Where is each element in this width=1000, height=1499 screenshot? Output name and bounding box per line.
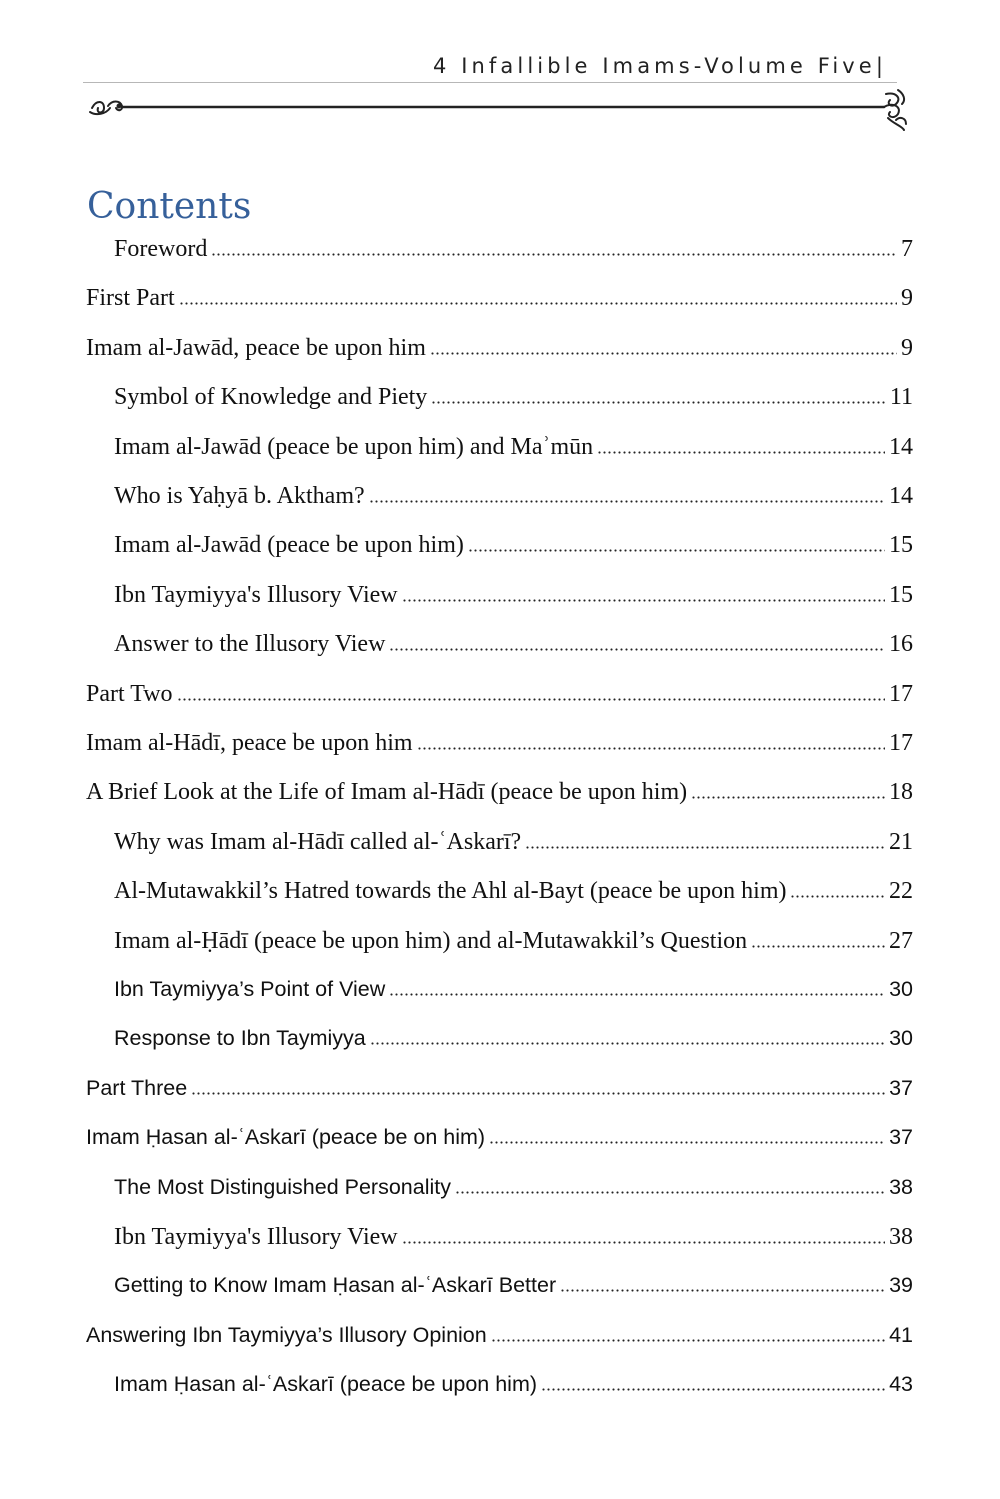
toc-entry-title: Part Three	[86, 1075, 188, 1100]
dot-leader	[491, 1339, 885, 1342]
dot-leader	[468, 549, 885, 552]
toc-entry[interactable]	[114, 236, 913, 263]
toc-entry-title: Imam al-Hādī, peace be upon him	[86, 730, 413, 756]
toc-entry[interactable]	[114, 582, 913, 609]
toc-entry[interactable]	[114, 1224, 913, 1251]
toc-entry[interactable]	[114, 631, 913, 658]
toc-entry-title: Foreword	[114, 236, 208, 262]
toc-entry-page-number: 11	[889, 384, 913, 411]
toc-entry-title: Ibn Taymiyya’s Point of View	[114, 977, 386, 1001]
toc-entry-page-number: 7	[901, 236, 913, 262]
toc-entry-page-number: 16	[889, 631, 913, 658]
dot-leader	[179, 302, 897, 305]
toc-entry-page-number: 15	[889, 532, 913, 559]
toc-entry-title: Al-Mutawakkil’s Hatred towards the Ahl al-Bayt (peace be upon him)	[114, 878, 787, 905]
toc-entry-title: Imam al-Jawād, peace be upon him	[86, 334, 426, 361]
toc-entry-page-number: 43	[889, 1372, 913, 1397]
toc-entry-page-number: 38	[889, 1224, 913, 1250]
dot-leader	[369, 500, 885, 503]
toc-entry[interactable]	[114, 829, 913, 856]
toc-entry[interactable]	[114, 928, 913, 955]
toc-entry[interactable]	[86, 730, 913, 757]
toc-entry-title: Getting to Know Imam Ḥasan al-ʿAskarī Better	[114, 1273, 557, 1298]
dot-leader	[691, 796, 885, 799]
toc-entry-title: Answer to the Illusory View	[114, 631, 386, 658]
running-header: 4 Infallible Imams-Volume Five|	[432, 54, 887, 78]
dot-leader	[541, 1388, 885, 1391]
toc-entry-page-number: 14	[889, 433, 913, 460]
dot-leader	[560, 1289, 885, 1292]
dot-leader	[402, 1241, 885, 1244]
toc-entry[interactable]	[114, 532, 913, 559]
toc-entry-page-number: 15	[889, 581, 913, 608]
toc-entry-title: Imam al-Jawād (peace be upon him)	[114, 532, 464, 559]
toc-entry[interactable]	[86, 1076, 913, 1101]
dot-leader	[191, 1092, 885, 1095]
toc-entry-title: Imam al-Jawād (peace be upon him) and Maʾmūn	[114, 433, 594, 460]
dot-leader	[597, 451, 885, 454]
toc-entry[interactable]	[114, 1372, 913, 1397]
toc-entry-page-number: 21	[889, 828, 913, 855]
dot-leader	[389, 648, 885, 651]
toc-entry-title: Why was Imam al-Hādī called al-ʿAskarī?	[114, 828, 522, 855]
toc-entry-title: Symbol of Knowledge and Piety	[114, 384, 428, 411]
toc-entry[interactable]	[114, 878, 913, 905]
toc-entry[interactable]	[86, 1125, 913, 1150]
dot-leader	[751, 945, 885, 948]
toc-entry[interactable]	[114, 977, 913, 1002]
toc-entry-page-number: 17	[889, 730, 913, 756]
toc-entry-page-number: 18	[889, 779, 913, 806]
toc-entry[interactable]	[114, 384, 913, 411]
toc-entry-page-number: 38	[889, 1174, 913, 1199]
toc-entry-title: Response to Ibn Taymiyya	[114, 1026, 366, 1051]
toc-entry[interactable]	[86, 779, 913, 806]
toc-entry-title: First Part	[86, 285, 175, 312]
toc-entry[interactable]	[86, 1323, 913, 1348]
dot-leader	[370, 1042, 885, 1045]
toc-entry-title: Ibn Taymiyya's Illusory View	[114, 581, 398, 608]
toc-entry[interactable]	[114, 1273, 913, 1298]
dot-leader	[177, 698, 885, 701]
toc-entry[interactable]	[114, 1026, 913, 1051]
toc-entry-title: Imam al-Ḥādī (peace be upon him) and al-Mutawakkil’s Question	[114, 927, 748, 954]
dot-leader	[211, 253, 897, 256]
toc-entry-title: Answering Ibn Taymiyya’s Illusory Opinion	[86, 1322, 487, 1347]
dot-leader	[489, 1141, 885, 1144]
toc-entry[interactable]	[114, 1175, 913, 1200]
toc-entry-page-number: 37	[889, 1125, 913, 1150]
toc-entry-page-number: 37	[889, 1075, 913, 1100]
dot-leader	[402, 599, 885, 602]
dot-leader	[431, 401, 886, 404]
toc-entry-title: Imam Ḥasan al-ʿAskarī (peace be on him)	[86, 1125, 486, 1150]
toc-entry-title: Imam Ḥasan al-ʿAskarī (peace be upon him)	[114, 1372, 538, 1397]
toc-entry[interactable]	[114, 483, 913, 510]
toc-entry-title: The Most Distinguished Personality	[114, 1174, 451, 1199]
dot-leader	[455, 1191, 885, 1194]
toc-entry-page-number: 22	[889, 878, 913, 905]
toc-entry-page-number: 41	[889, 1322, 913, 1347]
toc-entry-page-number: 14	[889, 483, 913, 509]
toc-entry-page-number: 39	[889, 1273, 913, 1298]
toc-entry[interactable]	[86, 335, 913, 362]
toc-entry-title: Ibn Taymiyya's Illusory View	[114, 1224, 398, 1250]
toc-entry-title: A Brief Look at the Life of Imam al-Hādī (peace be upon him)	[86, 779, 688, 806]
dot-leader	[790, 895, 885, 898]
toc-entry-page-number: 30	[889, 977, 913, 1001]
dot-leader	[417, 747, 885, 750]
toc-entry-page-number: 30	[889, 1026, 913, 1051]
page-title: Contents	[87, 186, 252, 227]
toc-entry-title: Who is Yaḥyā b. Aktham?	[114, 483, 365, 509]
toc-entry-page-number: 27	[889, 927, 913, 954]
dot-leader	[389, 993, 885, 996]
toc-entry-page-number: 9	[901, 334, 913, 361]
toc-entry-page-number: 17	[889, 680, 913, 707]
dot-leader	[430, 352, 897, 355]
toc-entry-page-number: 9	[901, 285, 913, 312]
toc-entry[interactable]	[114, 434, 913, 461]
toc-entry-title: Part Two	[86, 680, 173, 707]
dot-leader	[525, 846, 885, 849]
toc-entry[interactable]	[86, 285, 913, 312]
toc-entry[interactable]	[86, 681, 913, 708]
